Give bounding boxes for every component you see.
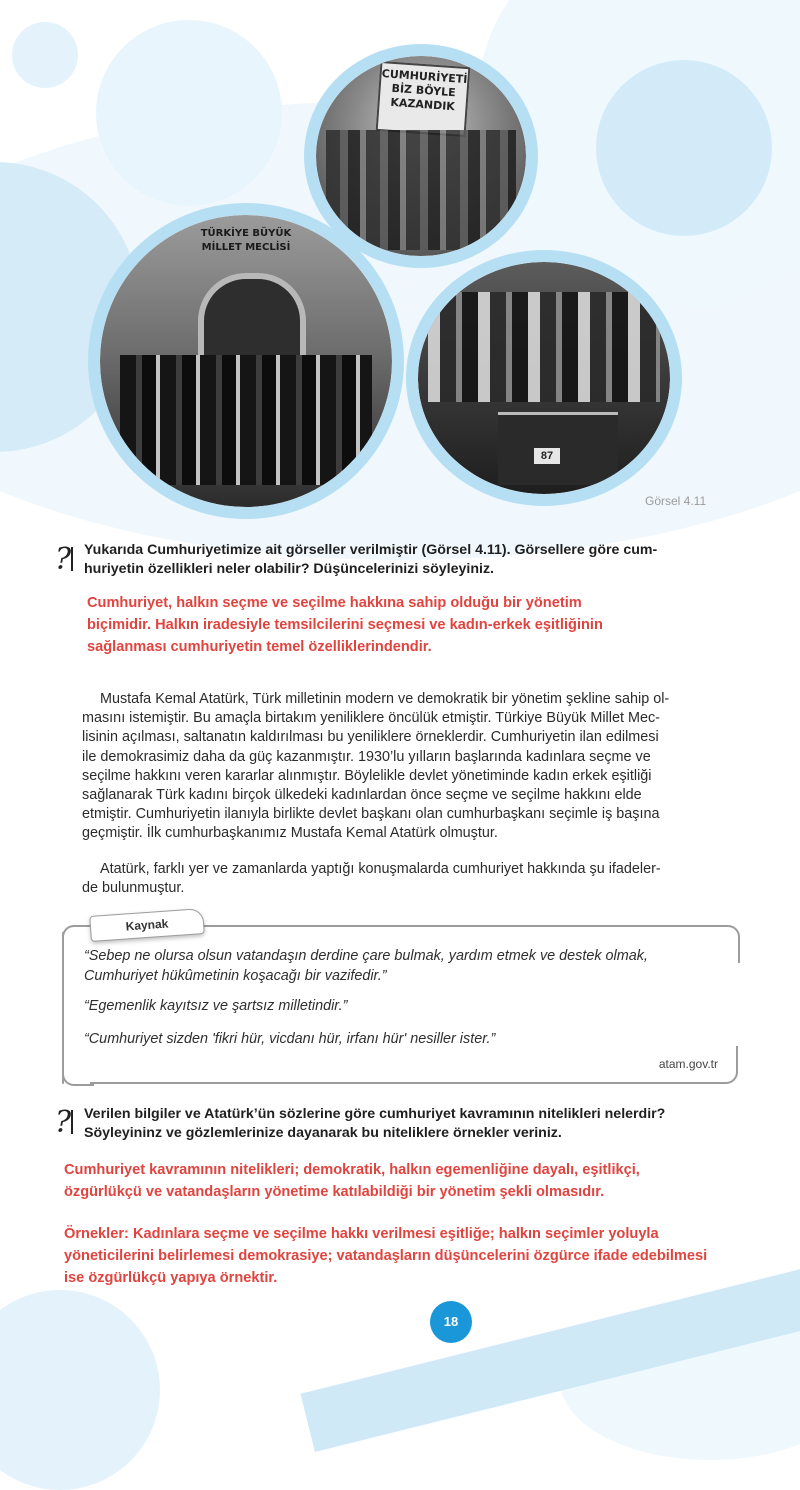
- photo-women-voting: [418, 262, 670, 494]
- paragraph-ataturk-statements: Atatürk, farklı yer ve zamanlarda yaptığı konuşmalarda cumhuriyet hakkında şu ifadeler- de bulunmuştur.: [82, 861, 661, 897]
- ballot-box-number: 87: [534, 448, 560, 464]
- building-sign: TÜRKİYE BÜYÜK MİLLET MECLİSİ: [200, 228, 292, 253]
- quote-2: “Egemenlik kayıtsız ve şartsız milletindir.”: [84, 998, 348, 1014]
- source-box-top-border: [196, 925, 728, 927]
- source-tab-label: Kaynak: [89, 908, 205, 942]
- voting-people: [428, 292, 660, 402]
- page-number: 18: [430, 1301, 472, 1343]
- quote-1: “Sebep ne olursa olsun vatandaşın derdine çare bulmak, yardım etmek ve destek olmak, Cumhuriyet hükûmetinin koşacağı bir vazifedir.”: [84, 948, 648, 984]
- crowd-figures: [326, 130, 516, 250]
- question-mark-icon-2: ?: [55, 1108, 81, 1142]
- question-1-text: Yukarıda Cumhuriyetimize ait görseller verilmiştir (Görsel 4.11). Görsellere göre cum- huriyetin özellikleri neler olabilir? Düşüncelerinizi söyleyiniz.: [84, 542, 658, 577]
- question-2-text: Verilen bilgiler ve Atatürk’ün sözlerine göre cumhuriyet kavramının nitelikleri nelerdir? Söyleyininz ve gözlemlerinize dayanarak bu niteliklere örnekler veriniz.: [84, 1106, 666, 1141]
- bg-circle-top-left-small: [12, 22, 78, 88]
- question-mark-icon: ?: [55, 545, 81, 579]
- question-2-answer-qualities: Cumhuriyet kavramının nitelikleri; demokratik, halkın egemenliğine dayalı, eşitlikçi, özgürlükçü ve vatandaşların yönetime katılabildiği bir yönetim şekli olmasıdır.: [64, 1162, 640, 1200]
- paragraph-ataturk-reforms: Mustafa Kemal Atatürk, Türk milletinin modern ve demokratik bir yönetim şekline sahip ol- masını istemiştir. Bu amaçla birtakım yeniliklere öncülük etmiştir. Türkiye Büyük Millet Mec- lisinin açılması, saltanatın kaldırılması bu yeniliklere örneklerdir. Cumhuriyetin ilan edilmesi ile demokrasimiz daha da güç kazanmıştır. 1930’lu yılların başlarında kadınlara seçme ve seçilme hakkını veren kararlar alınmıştır. Böylelikle devlet yönetiminde kadın erkek eşitliği sağlanarak Türk kadını birçok ülkedeki kadınlardan önce seçme ve seçilme hakkını elde etmiştir. Cumhuriyetin ilanıyla birlikte devlet başkanı olan cumhurbaşkanı seçimle iş başına geçmiştir. İlk cumhurbaşkanımız Mustafa Kemal Atatürk olmuştur.: [82, 691, 670, 842]
- source-box-bottom-border: [90, 1082, 718, 1084]
- protest-sign: CUMHURİYETİ BİZ BÖYLE KAZANDIK: [376, 61, 471, 137]
- figure-caption: Görsel 4.11: [645, 494, 707, 508]
- source-box-bottom-left: [62, 1050, 94, 1086]
- bg-circle-top-left: [96, 20, 282, 206]
- source-reference: atam.gov.tr: [658, 1057, 718, 1071]
- question-1-answer: Cumhuriyet, halkın seçme ve seçilme hakkına sahip olduğu bir yönetim biçimidir. Halkın iradesiyle temsilcilerini seçmesi ve kadın-erkek eşitliğinin sağlanması cumhuriyetin temel özelliklerindendir.: [87, 595, 603, 655]
- photo-cumhuriyet-sign: [316, 56, 526, 256]
- question-2-answer-examples: Örnekler: Kadınlara seçme ve seçilme hakkı verilmesi eşitliğe; halkın seçimler yoluyla yöneticilerini belirlemesi demokrasiye; vatandaşların düşüncelerini özgürce ifade edebilmesi ise özgürlükçü yapıya örnektir.: [64, 1226, 708, 1286]
- bg-circle-bottom-left: [0, 1290, 160, 1490]
- photo-tbmm-building: [100, 215, 392, 507]
- quote-3: “Cumhuriyet sizden 'fikri hür, vicdanı hür, irfanı hür' nesiller ister.”: [84, 1031, 496, 1047]
- bg-circle-right: [596, 60, 772, 236]
- delegates-group: [120, 355, 372, 485]
